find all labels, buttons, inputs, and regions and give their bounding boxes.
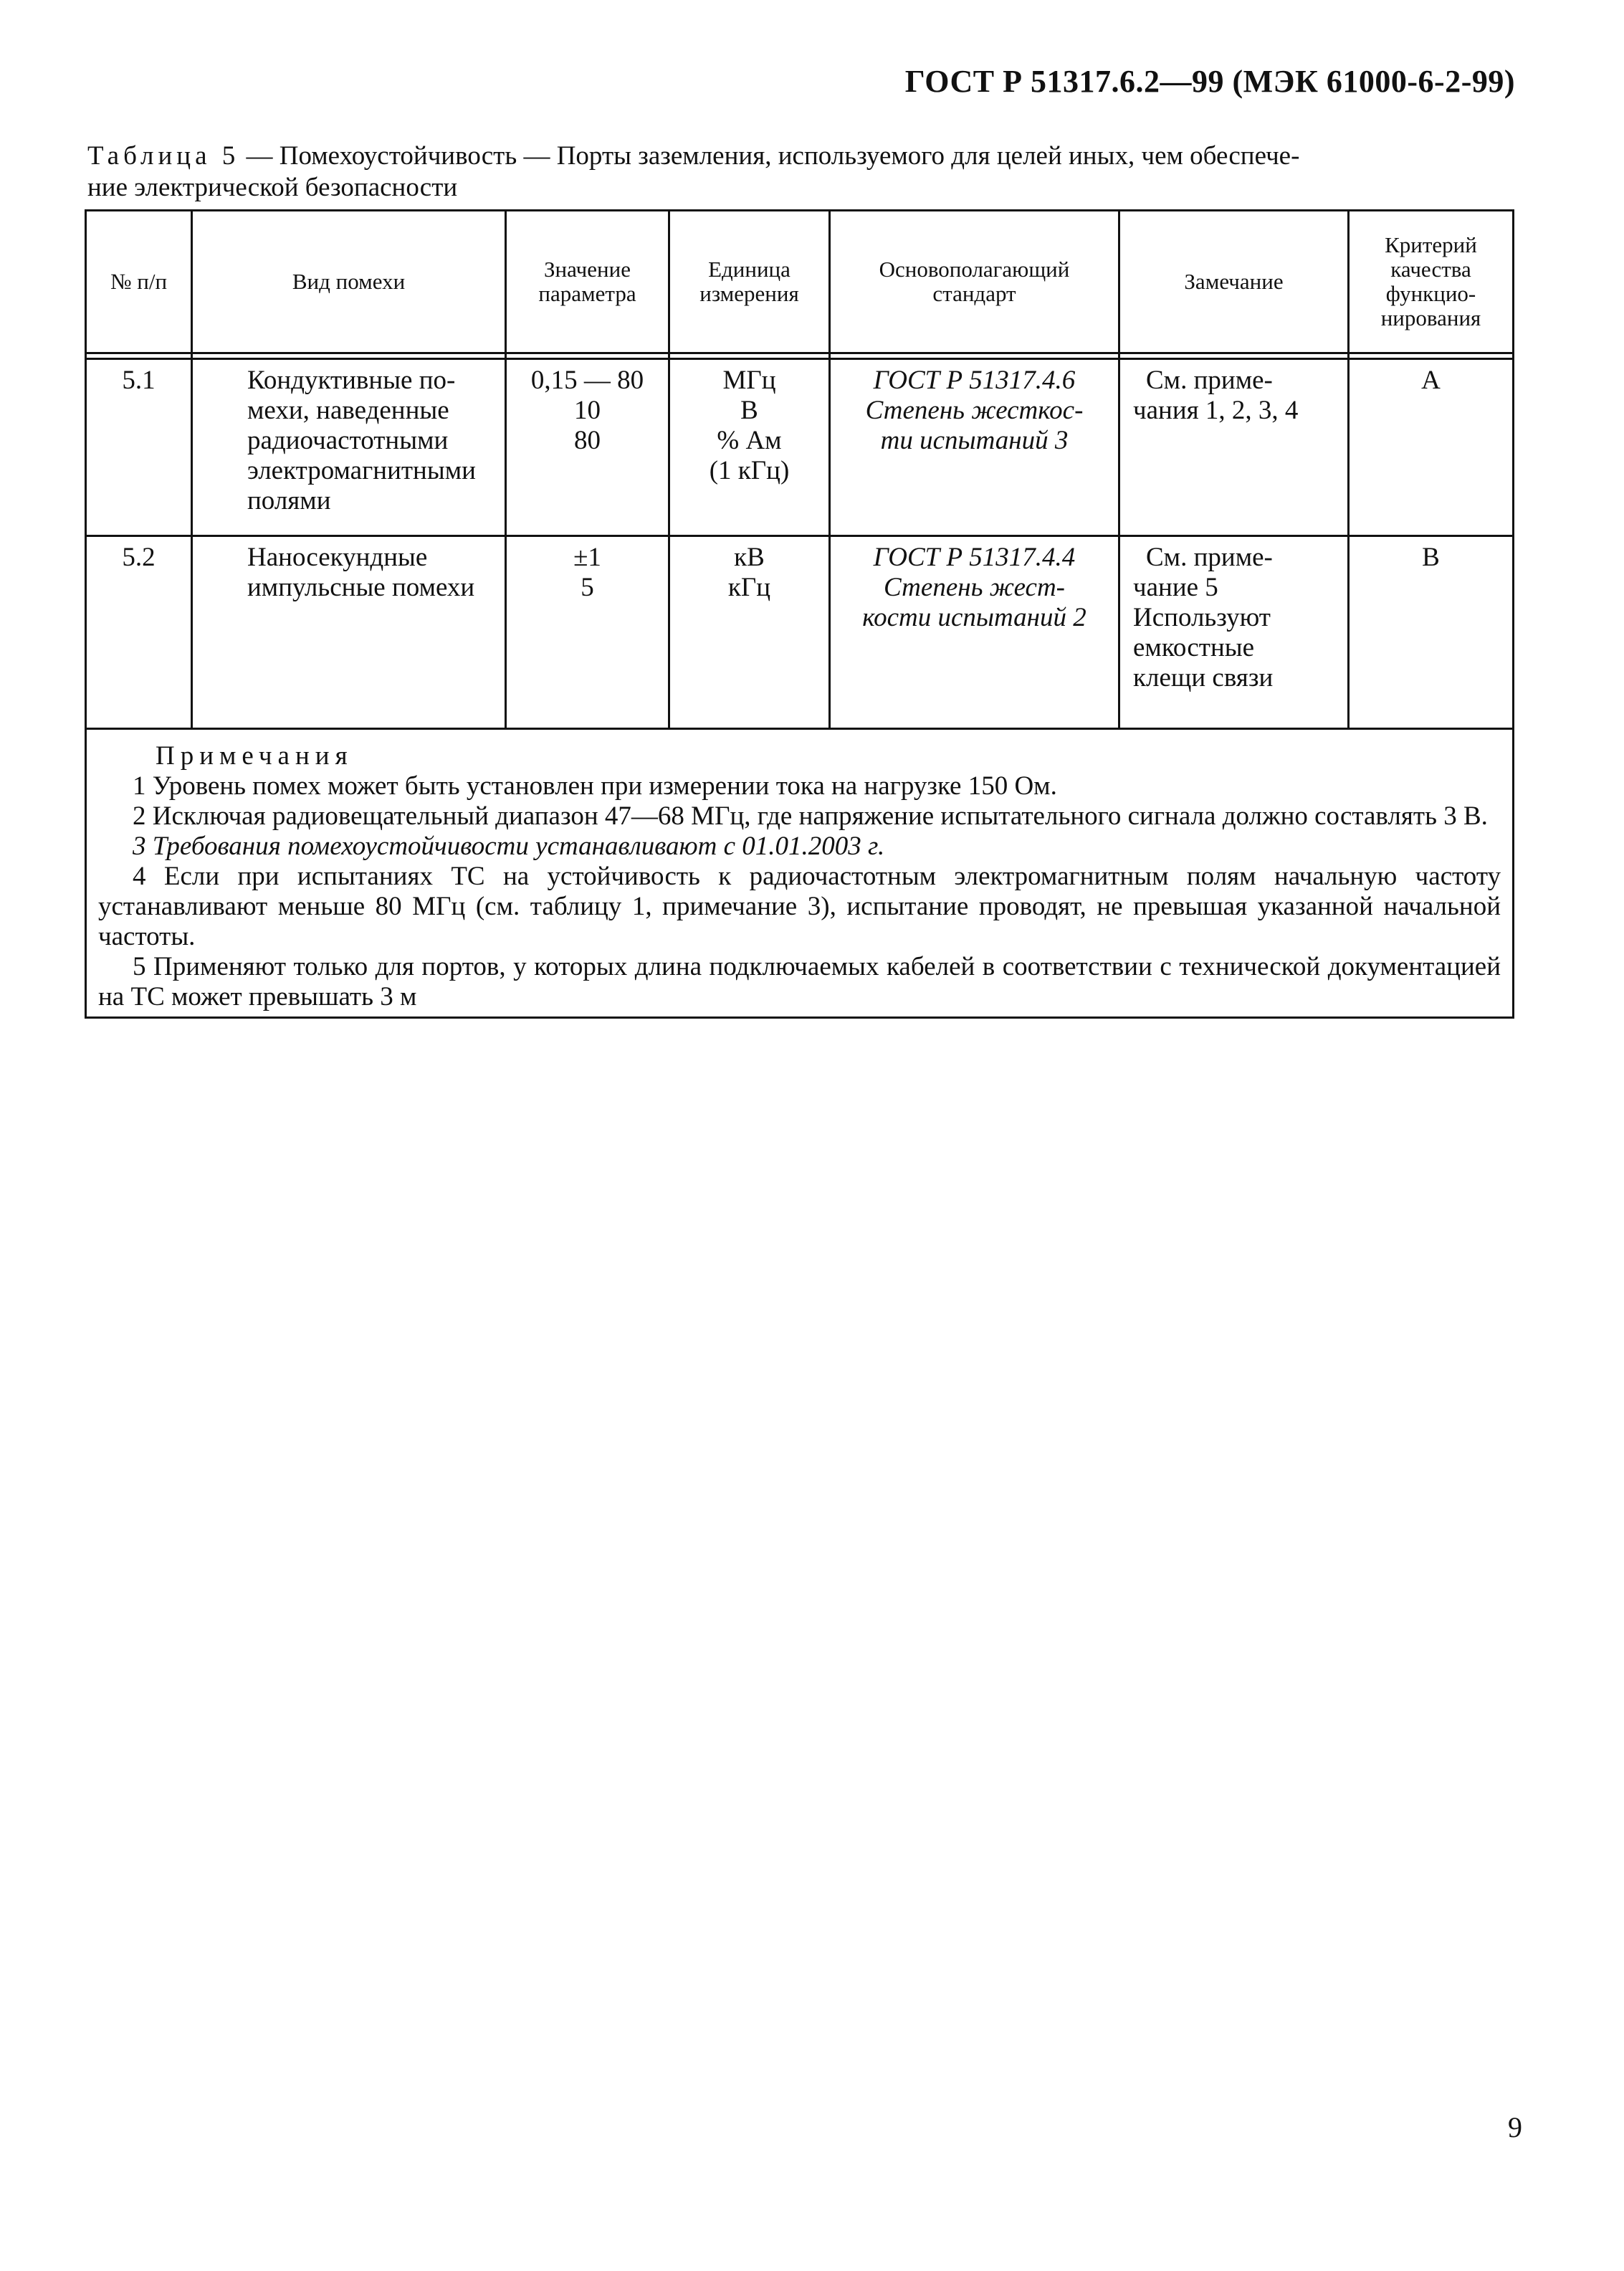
table-caption-text: — Помехоустойчивость — Порты заземления, используемого для целей иных, чем обеспече- bbox=[239, 141, 1300, 171]
note-4: 4 Если при испытаниях ТС на устойчивость к радиочастотным электромагнитным полям начальную частоту устанавливают меньше 80 МГц (см. таблицу 1, примечание 3), испытание проводят, не превышая указанной начальной частоты. bbox=[98, 862, 1501, 951]
notes-row bbox=[86, 729, 1514, 1018]
note-3: 3 Требования помехоустойчивости устанавливают с 01.01.2003 г. bbox=[133, 832, 885, 861]
table-header-row bbox=[86, 211, 1514, 353]
table-caption bbox=[87, 141, 1471, 204]
header-type: Вид помехи bbox=[192, 211, 506, 353]
row-type: Кондуктивные по- мехи, наведенные радиочастотными электромагнитными полями bbox=[192, 359, 506, 536]
table-row bbox=[86, 536, 1514, 729]
header-value: Значение параметра bbox=[506, 211, 669, 353]
table-row bbox=[86, 359, 1514, 536]
row-num: 5.2 bbox=[86, 536, 192, 729]
document-header: ГОСТ Р 51317.6.2—99 (МЭК 61000-6-2-99) bbox=[904, 64, 1515, 99]
row-units: кВ кГц bbox=[669, 536, 830, 729]
header-criterion: Критерий качества функцио- нирования bbox=[1349, 211, 1514, 353]
header-standard: Основополагающий стандарт bbox=[830, 211, 1119, 353]
header-unit: Единица измерения bbox=[669, 211, 830, 353]
row-remark: См. приме- чание 5 Используют емкостные клещи связи bbox=[1119, 536, 1349, 729]
note-1: 1 Уровень помех может быть установлен при измерении тока на нагрузке 150 Ом. bbox=[133, 771, 1057, 801]
note-2: 2 Исключая радиовещательный диапазон 47—68 МГц, где напряжение испытательного сигнала должно составлять 3 В. bbox=[133, 801, 1488, 831]
row-criterion: В bbox=[1349, 536, 1514, 729]
row-criterion: А bbox=[1349, 359, 1514, 536]
header-num: № п/п bbox=[86, 211, 192, 353]
header-remark: Замечание bbox=[1119, 211, 1349, 353]
note-5: 5 Применяют только для портов, у которых длина подключаемых кабелей в соответствии с технической документацией на ТС может превышать 3 м bbox=[98, 952, 1501, 1011]
row-num: 5.1 bbox=[86, 359, 192, 536]
row-standard: ГОСТ Р 51317.4.6 Степень жесткос- ти испытаний 3 bbox=[830, 359, 1119, 536]
notes-section bbox=[86, 729, 1514, 1018]
table-caption-label: Таблица 5 bbox=[87, 141, 240, 171]
row-type: Наносекундные импульсные помехи bbox=[192, 536, 506, 729]
notes-title: Примечания bbox=[156, 741, 353, 771]
row-values: 0,15 — 80 10 80 bbox=[506, 359, 669, 536]
row-remark: См. приме- чания 1, 2, 3, 4 bbox=[1119, 359, 1349, 536]
row-units: МГц В % Ам (1 кГц) bbox=[669, 359, 830, 536]
row-values: ±1 5 bbox=[506, 536, 669, 729]
table-caption-text-continued: ние электрической безопасности bbox=[87, 173, 458, 202]
header-separator bbox=[86, 353, 1514, 359]
row-standard: ГОСТ Р 51317.4.4 Степень жест- кости испытаний 2 bbox=[830, 536, 1119, 729]
page-number: 9 bbox=[1508, 2111, 1522, 2143]
immunity-table bbox=[85, 209, 1514, 1019]
